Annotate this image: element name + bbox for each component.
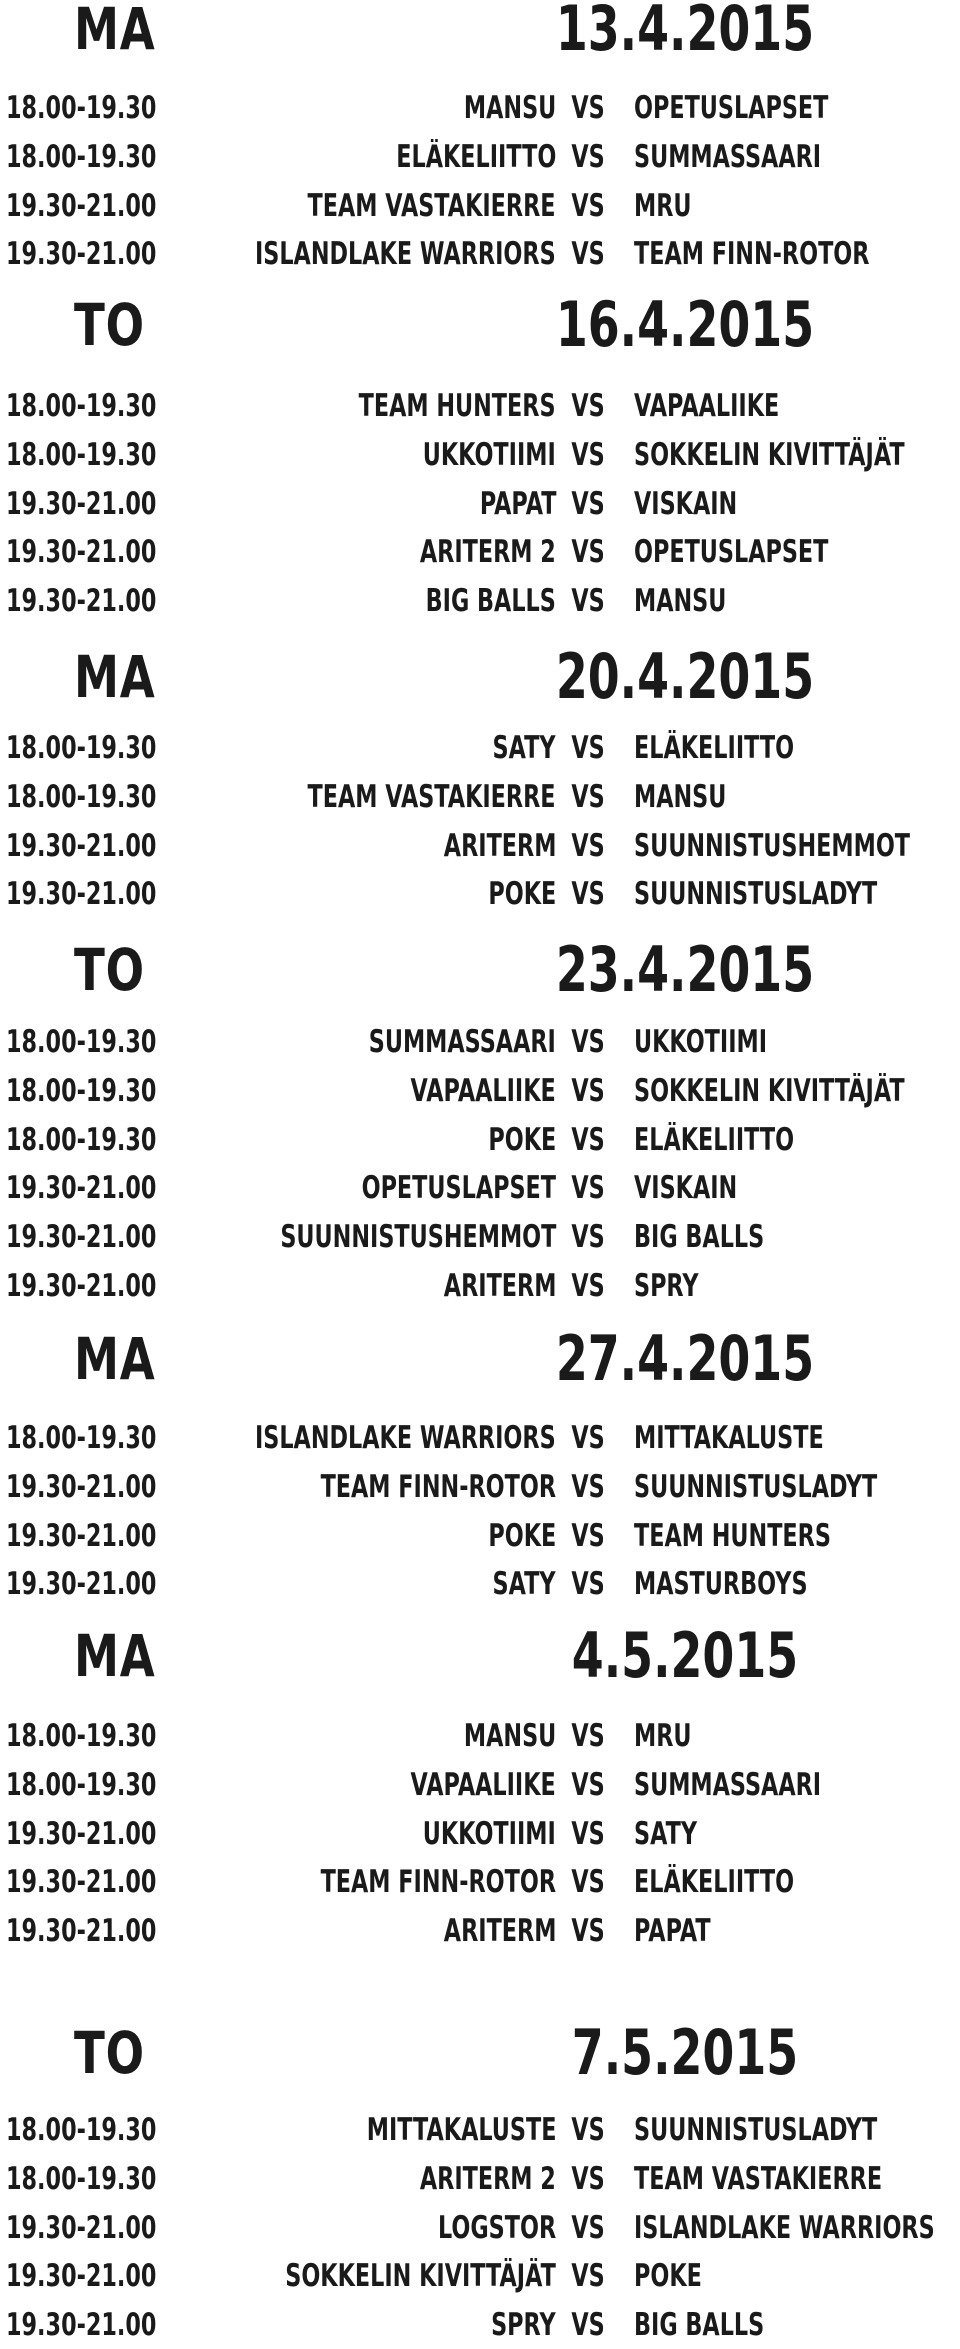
match-row	[0, 480, 960, 528]
match-time: 19.30-21.00	[6, 828, 157, 864]
home-team: SATY	[492, 730, 556, 766]
away-team: SPRY	[634, 1268, 699, 1304]
away-team: MRU	[634, 1718, 692, 1754]
versus-label: VS	[571, 139, 605, 175]
home-team: TEAM VASTAKIERRE	[307, 779, 556, 815]
match-row	[0, 1858, 960, 1906]
away-team: VAPAALIIKE	[634, 388, 780, 424]
match-row	[0, 1067, 960, 1115]
date-label: 16.4.2015	[555, 288, 815, 361]
weekday-label: MA	[74, 1325, 156, 1393]
home-team: TEAM VASTAKIERRE	[307, 188, 556, 224]
home-team: OPETUSLAPSET	[361, 1170, 556, 1206]
match-row	[0, 133, 960, 181]
match-time: 18.00-19.30	[6, 90, 157, 126]
day-header	[0, 1324, 960, 1404]
versus-label: VS	[571, 1469, 605, 1505]
home-team: BIG BALLS	[425, 583, 556, 619]
match-row	[0, 84, 960, 132]
date-label: 4.5.2015	[571, 1619, 799, 1692]
away-team: SUUNNISTUSLADYT	[634, 2112, 878, 2148]
match-time: 18.00-19.30	[6, 1073, 157, 1109]
match-row	[0, 2252, 960, 2300]
date-label: 23.4.2015	[555, 933, 815, 1006]
home-team: MANSU	[463, 1718, 556, 1754]
match-row	[0, 1262, 960, 1310]
match-time: 18.00-19.30	[6, 730, 157, 766]
match-time: 19.30-21.00	[6, 1170, 157, 1206]
match-time: 19.30-21.00	[6, 1864, 157, 1900]
match-time: 18.00-19.30	[6, 1420, 157, 1456]
date-label: 13.4.2015	[555, 0, 815, 65]
match-time: 18.00-19.30	[6, 437, 157, 473]
match-row	[0, 1810, 960, 1858]
home-team: UKKOTIIMI	[422, 1816, 556, 1852]
away-team: MRU	[634, 188, 692, 224]
home-team: MANSU	[463, 90, 556, 126]
versus-label: VS	[571, 1913, 605, 1949]
home-team: POKE	[488, 1122, 556, 1158]
weekday-label: MA	[74, 1622, 156, 1690]
versus-label: VS	[571, 1816, 605, 1852]
match-time: 18.00-19.30	[6, 779, 157, 815]
versus-label: VS	[571, 534, 605, 570]
away-team: BIG BALLS	[634, 2307, 765, 2343]
match-row	[0, 2106, 960, 2154]
home-team: LOGSTOR	[437, 2210, 556, 2246]
away-team: ISLANDLAKE WARRIORS	[634, 2210, 935, 2246]
weekday-label: MA	[74, 643, 156, 711]
date-label: 20.4.2015	[555, 640, 815, 713]
match-row	[0, 1018, 960, 1066]
match-row	[0, 528, 960, 576]
home-team: ARITERM	[443, 1913, 556, 1949]
day-header	[0, 0, 960, 74]
home-team: ISLANDLAKE WARRIORS	[255, 1420, 556, 1456]
away-team: SATY	[634, 1816, 698, 1852]
home-team: TEAM FINN-ROTOR	[320, 1864, 556, 1900]
match-time: 19.30-21.00	[6, 876, 157, 912]
match-row	[0, 230, 960, 278]
match-row	[0, 382, 960, 430]
match-time: 19.30-21.00	[6, 534, 157, 570]
match-row	[0, 1116, 960, 1164]
away-team: SUMMASSAARI	[634, 139, 822, 175]
home-team: ELÄKELIITTO	[395, 139, 556, 175]
match-time: 19.30-21.00	[6, 1268, 157, 1304]
away-team: BIG BALLS	[634, 1219, 765, 1255]
match-time: 19.30-21.00	[6, 2307, 157, 2343]
home-team: ARITERM	[443, 828, 556, 864]
day-header	[0, 1621, 960, 1701]
match-time: 18.00-19.30	[6, 1024, 157, 1060]
home-team: TEAM HUNTERS	[359, 388, 556, 424]
match-row	[0, 1907, 960, 1955]
versus-label: VS	[571, 2307, 605, 2343]
weekday-label: MA	[74, 0, 156, 63]
versus-label: VS	[571, 1073, 605, 1109]
match-time: 19.30-21.00	[6, 2210, 157, 2246]
home-team: PAPAT	[479, 486, 556, 522]
match-row	[0, 577, 960, 625]
day-header	[0, 642, 960, 722]
match-time: 19.30-21.00	[6, 486, 157, 522]
match-time: 19.30-21.00	[6, 1469, 157, 1505]
match-row	[0, 1712, 960, 1760]
away-team: TEAM FINN-ROTOR	[634, 236, 870, 272]
date-label: 7.5.2015	[571, 2016, 799, 2089]
away-team: OPETUSLAPSET	[634, 534, 829, 570]
match-row	[0, 1512, 960, 1560]
date-label: 27.4.2015	[555, 1322, 815, 1395]
away-team: TEAM HUNTERS	[634, 1518, 831, 1554]
home-team: SATY	[492, 1566, 556, 1602]
versus-label: VS	[571, 388, 605, 424]
versus-label: VS	[571, 779, 605, 815]
match-row	[0, 1213, 960, 1261]
versus-label: VS	[571, 1767, 605, 1803]
home-team: ARITERM	[443, 1268, 556, 1304]
home-team: POKE	[488, 1518, 556, 1554]
away-team: SUMMASSAARI	[634, 1767, 822, 1803]
away-team: ELÄKELIITTO	[634, 1122, 795, 1158]
match-time: 19.30-21.00	[6, 1219, 157, 1255]
match-time: 18.00-19.30	[6, 388, 157, 424]
home-team: MITTAKALUSTE	[366, 2112, 556, 2148]
away-team: MANSU	[634, 779, 727, 815]
match-time: 18.00-19.30	[6, 139, 157, 175]
home-team: UKKOTIIMI	[422, 437, 556, 473]
versus-label: VS	[571, 486, 605, 522]
versus-label: VS	[571, 2258, 605, 2294]
versus-label: VS	[571, 1170, 605, 1206]
away-team: SUUNNISTUSLADYT	[634, 876, 878, 912]
away-team: OPETUSLAPSET	[634, 90, 829, 126]
versus-label: VS	[571, 1268, 605, 1304]
away-team: MITTAKALUSTE	[634, 1420, 824, 1456]
versus-label: VS	[571, 2161, 605, 2197]
match-row	[0, 822, 960, 870]
match-time: 19.30-21.00	[6, 2258, 157, 2294]
versus-label: VS	[571, 188, 605, 224]
match-row	[0, 2155, 960, 2203]
away-team: ELÄKELIITTO	[634, 730, 795, 766]
away-team: PAPAT	[634, 1913, 711, 1949]
match-row	[0, 182, 960, 230]
away-team: SUUNNISTUSLADYT	[634, 1469, 878, 1505]
away-team: TEAM VASTAKIERRE	[634, 2161, 883, 2197]
match-row	[0, 773, 960, 821]
match-row	[0, 2204, 960, 2252]
match-row	[0, 1761, 960, 1809]
match-time: 19.30-21.00	[6, 1566, 157, 1602]
versus-label: VS	[571, 1219, 605, 1255]
away-team: SOKKELIN KIVITTÄJÄT	[634, 437, 905, 473]
away-team: POKE	[634, 2258, 702, 2294]
versus-label: VS	[571, 1864, 605, 1900]
match-time: 18.00-19.30	[6, 2112, 157, 2148]
match-time: 19.30-21.00	[6, 1816, 157, 1852]
home-team: SUUNNISTUSHEMMOT	[279, 1219, 556, 1255]
match-row	[0, 431, 960, 479]
away-team: ELÄKELIITTO	[634, 1864, 795, 1900]
match-row	[0, 870, 960, 918]
versus-label: VS	[571, 1024, 605, 1060]
home-team: VAPAALIIKE	[410, 1767, 556, 1803]
home-team: VAPAALIIKE	[410, 1073, 556, 1109]
home-team: TEAM FINN-ROTOR	[320, 1469, 556, 1505]
match-time: 19.30-21.00	[6, 583, 157, 619]
match-time: 18.00-19.30	[6, 1122, 157, 1158]
match-time: 19.30-21.00	[6, 1518, 157, 1554]
day-header	[0, 2018, 960, 2098]
home-team: SUMMASSAARI	[368, 1024, 556, 1060]
match-time: 18.00-19.30	[6, 1718, 157, 1754]
match-time: 19.30-21.00	[6, 1913, 157, 1949]
match-row	[0, 1560, 960, 1608]
versus-label: VS	[571, 1518, 605, 1554]
versus-label: VS	[571, 1566, 605, 1602]
away-team: UKKOTIIMI	[634, 1024, 768, 1060]
weekday-label: TO	[74, 2019, 145, 2087]
versus-label: VS	[571, 828, 605, 864]
away-team: VISKAIN	[634, 486, 738, 522]
versus-label: VS	[571, 90, 605, 126]
away-team: MASTURBOYS	[634, 1566, 808, 1602]
away-team: VISKAIN	[634, 1170, 738, 1206]
versus-label: VS	[571, 583, 605, 619]
versus-label: VS	[571, 2210, 605, 2246]
away-team: MANSU	[634, 583, 727, 619]
match-row	[0, 1463, 960, 1511]
match-row	[0, 1164, 960, 1212]
home-team: SPRY	[491, 2307, 556, 2343]
match-time: 18.00-19.30	[6, 2161, 157, 2197]
day-header	[0, 935, 960, 1015]
match-row	[0, 1414, 960, 1462]
versus-label: VS	[571, 236, 605, 272]
match-time: 18.00-19.30	[6, 1767, 157, 1803]
home-team: POKE	[488, 876, 556, 912]
weekday-label: TO	[74, 936, 145, 1004]
match-time: 19.30-21.00	[6, 236, 157, 272]
home-team: ARITERM 2	[420, 534, 556, 570]
home-team: ARITERM 2	[420, 2161, 556, 2197]
versus-label: VS	[571, 2112, 605, 2148]
versus-label: VS	[571, 876, 605, 912]
versus-label: VS	[571, 1122, 605, 1158]
away-team: SUUNNISTUSHEMMOT	[634, 828, 911, 864]
versus-label: VS	[571, 1420, 605, 1456]
away-team: SOKKELIN KIVITTÄJÄT	[634, 1073, 905, 1109]
weekday-label: TO	[74, 291, 145, 359]
versus-label: VS	[571, 437, 605, 473]
home-team: SOKKELIN KIVITTÄJÄT	[285, 2258, 556, 2294]
home-team: ISLANDLAKE WARRIORS	[255, 236, 556, 272]
day-header	[0, 290, 960, 370]
match-time: 19.30-21.00	[6, 188, 157, 224]
match-row	[0, 724, 960, 772]
versus-label: VS	[571, 1718, 605, 1754]
versus-label: VS	[571, 730, 605, 766]
